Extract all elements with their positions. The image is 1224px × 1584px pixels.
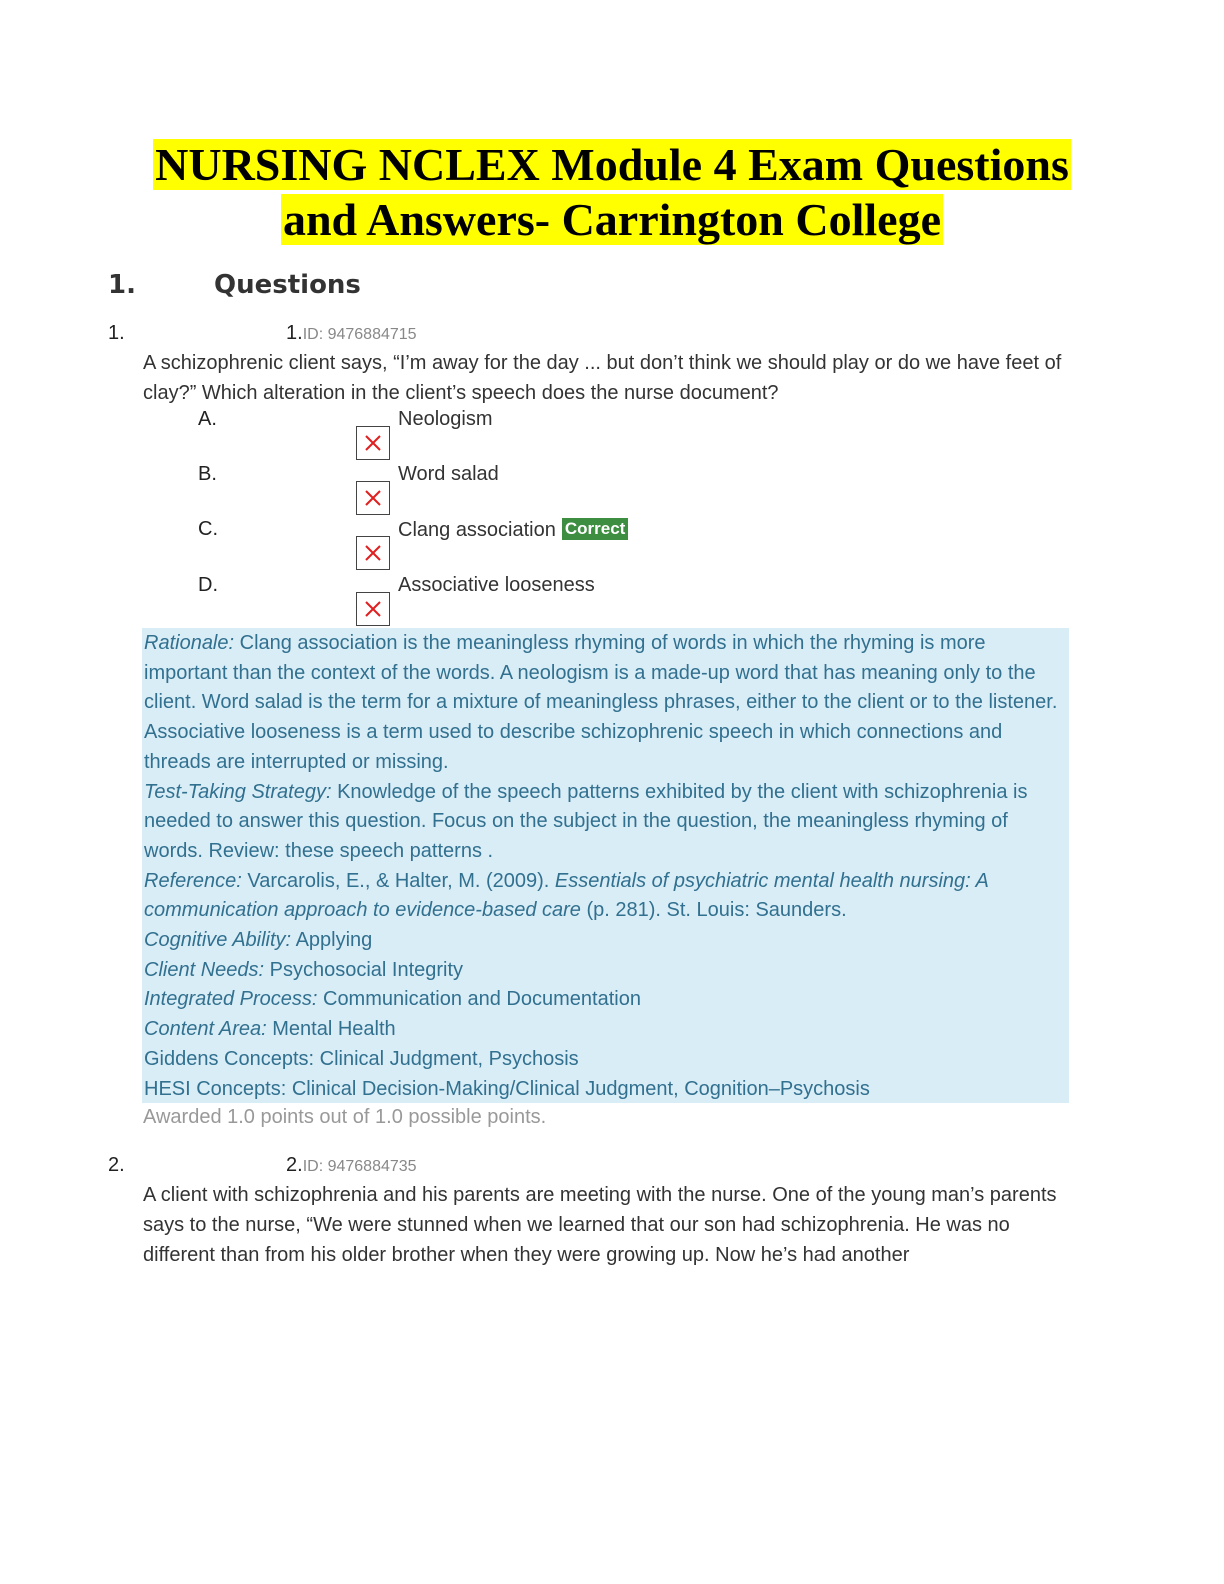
x-mark-icon [356,592,390,626]
awarded-points: Awarded 1.0 points out of 1.0 possible points. [143,1106,547,1128]
content-area [144,1015,1067,1045]
correct-badge: Correct [562,518,628,540]
question-2-list-number: 2. [108,1154,125,1176]
reference-paragraph [144,867,1067,926]
option-a-text[interactable]: Neologism [398,408,493,430]
content-value: Mental Health [266,1018,396,1041]
question-1-stem: A schizophrenic client says, “I’m away for the day ... but don’t think we should play or do we have feet of clay?” Which alteration in the client’s speech does the nurse document? [143,352,1062,404]
option-b-text[interactable]: Word salad [398,463,499,485]
option-d-letter: D. [198,574,218,596]
strategy-label: Test-Taking Strategy: [144,780,332,803]
strategy-text: Knowledge of the speech patterns exhibited by the client with schizophrenia is needed to answer this question. Focus on the subject in the question, the meaningless rhyming of words. Review: these speech patterns . [144,780,1028,862]
x-mark-icon [356,426,390,460]
needs-value: Psychosocial Integrity [264,958,464,981]
cognitive-label: Cognitive Ability: [144,929,292,952]
option-c-text: Clang association [398,519,556,541]
document-title-line-1: NURSING NCLEX Module 4 Exam Questions [155,139,1069,190]
x-mark-icon [356,536,390,570]
rationale-text: Clang association is the meaningless rhyming of words in which the rhyming is more important than the context of the words. A neologism is a made-up word that has meaning only to the client. Word salad is the term for a mixture of meaningless phrases, either to the client or to the listener. Associative looseness is a term used to describe schizophrenic speech in which connections and threads are interrupted or missing. [144,632,1058,773]
option-d-text[interactable]: Associative looseness [398,574,595,596]
question-2-header [286,1154,417,1177]
content-label: Content Area: [144,1018,267,1041]
client-needs [144,956,1067,986]
question-2-id: ID: 9476884735 [302,1158,417,1175]
question-1-list-number: 1. [108,322,125,344]
section-number: 1. [108,270,136,300]
needs-label: Client Needs: [144,958,265,981]
document-title-line-2: and Answers- Carrington College [282,194,942,245]
giddens-concepts: Giddens Concepts: Clinical Judgment, Psychosis [144,1047,579,1070]
option-a-letter: A. [198,408,217,430]
process-value: Communication and Documentation [317,988,641,1011]
reference-authors: Varcarolis, E., & Halter, M. (2009). [241,869,555,892]
strategy-paragraph [144,778,1067,867]
reference-title: Essentials of psychiatric mental health nursing: A communication approach to evidence-based care [144,869,989,922]
process-label: Integrated Process: [144,988,318,1011]
reference-publisher: (p. 281). St. Louis: Saunders. [580,899,847,922]
rationale-paragraph [144,629,1067,778]
integrated-process [144,985,1067,1015]
cognitive-ability [144,926,1067,956]
option-c-letter: C. [198,518,218,540]
hesi-concepts: HESI Concepts: Clinical Decision-Making/Clinical Judgment, Cognition–Psychosis [144,1077,870,1100]
section-heading: Questions [214,270,361,300]
x-mark-icon [356,481,390,515]
reference-label: Reference: [144,869,242,892]
question-2-number: 2. [286,1154,303,1176]
cognitive-value: Applying [291,929,373,952]
option-c[interactable] [398,518,628,542]
question-2-stem: A client with schizophrenia and his parents are meeting with the nurse. One of the young man’s parents says to the nurse, “We were stunned when we learned that our son had schizophrenia. He was no different than from his older brother when they were growing up. Now he’s had another [143,1184,1057,1266]
question-1-header [286,322,417,345]
rationale-label: Rationale: [144,632,235,654]
question-1-id: ID: 9476884715 [302,326,417,343]
option-b-letter: B. [198,463,217,485]
rationale-panel [142,628,1069,1103]
question-1-number: 1. [286,322,303,344]
